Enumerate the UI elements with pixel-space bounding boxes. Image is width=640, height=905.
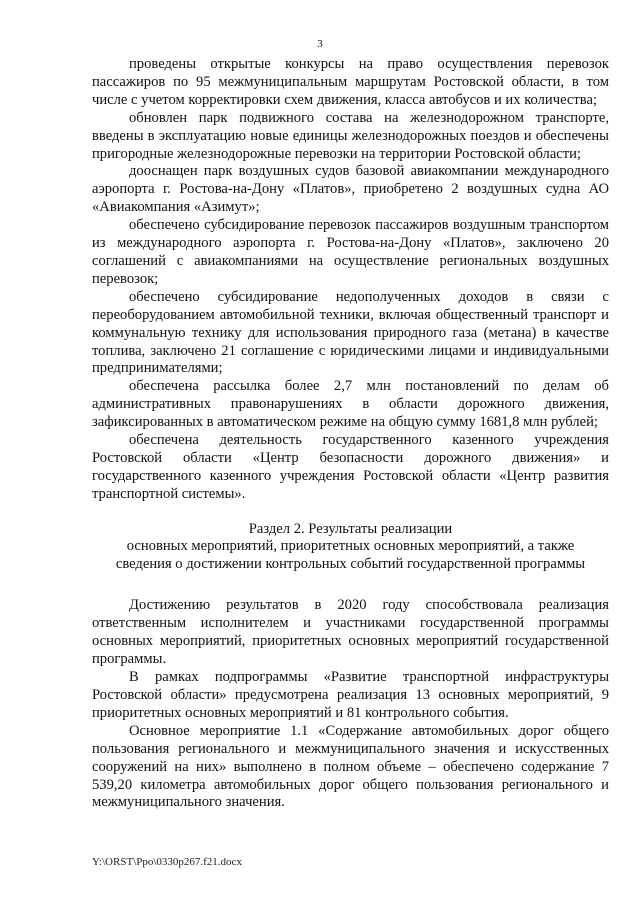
paragraph: Достижению результатов в 2020 году способствовала реализация ответственным исполнителем и участниками государственной программы основных мероприятий, приоритетных основных мероприятий государственной программы. bbox=[92, 597, 609, 668]
paragraph: Основное мероприятие 1.1 «Содержание автомобильных дорог общего пользования регионального и межмуниципального значения и искусственных сооружений на них» выполнено в полном объеме – обеспечено содержание 7 539,20 километра автомобильных дорог общего пользования регионального и межмуниципального значения. bbox=[92, 722, 609, 811]
section-heading bbox=[92, 521, 609, 574]
paragraph: обеспечено субсидирование недополученных доходов в связи с переоборудованием автомобильной техники, включая общественный транспорт и коммунальную технику для использования природного газа (метана) в качестве топлива, заключено 21 соглашение с юридическими лицами и индивидуальными предпринимателями; bbox=[92, 288, 609, 377]
section-heading-line: сведения о достижении контрольных событий государственной программы bbox=[115, 555, 586, 572]
document-body bbox=[92, 56, 609, 812]
footer-file-path: Y:\ORST\Ppo\0330p267.f21.docx bbox=[92, 856, 242, 868]
paragraph: обеспечена рассылка более 2,7 млн постановлений по делам об административных правонарушениях в области дорожного движения, зафиксированных в автоматическом режиме на общую сумму 1681,8 млн рублей; bbox=[92, 378, 609, 431]
paragraph: обеспечено субсидирование перевозок пассажиров воздушным транспортом из международного аэропорта г. Ростова-на-Дону «Платов», заключено 20 соглашений с авиакомпаниями на осуществление региональных воздушных перевозок; bbox=[92, 217, 609, 287]
paragraph: В рамках подпрограммы «Развитие транспортной инфраструктуры Ростовской области» предусмотрена реализация 13 основных мероприятий, 9 приоритетных основных мероприятий и 81 контрольного события. bbox=[92, 669, 609, 721]
page-number: 3 bbox=[317, 38, 323, 50]
paragraph: дооснащен парк воздушных судов базовой авиакомпании международного аэропорта г. Ростова-на-Дону «Платов», приобретено 2 воздушных судна АО «Авиакомпания «Азимут»; bbox=[92, 163, 609, 216]
section-heading-line: Раздел 2. Результаты реализации bbox=[248, 520, 453, 537]
paragraph: проведены открытые конкурсы на право осуществления перевозок пассажиров по 95 межмуниципальным маршрутам Ростовской области, в том числе с учетом корректировки схем движения, класса автобусов и их количества; bbox=[92, 56, 609, 108]
paragraph: обеспечена деятельность государственного казенного учреждения Ростовской области «Центр безопасности дорожного движения» и государственного казенного учреждения Ростовской области «Центр развития транспортной системы». bbox=[92, 432, 609, 502]
paragraph: обновлен парк подвижного состава на железнодорожном транспорте, введены в эксплуатацию новые единицы железнодорожных поездов и обеспечены пригородные железнодорожные перевозки на территории Ростовской области; bbox=[92, 109, 609, 162]
section-heading-line: основных мероприятий, приоритетных основных мероприятий, а также bbox=[126, 538, 575, 555]
